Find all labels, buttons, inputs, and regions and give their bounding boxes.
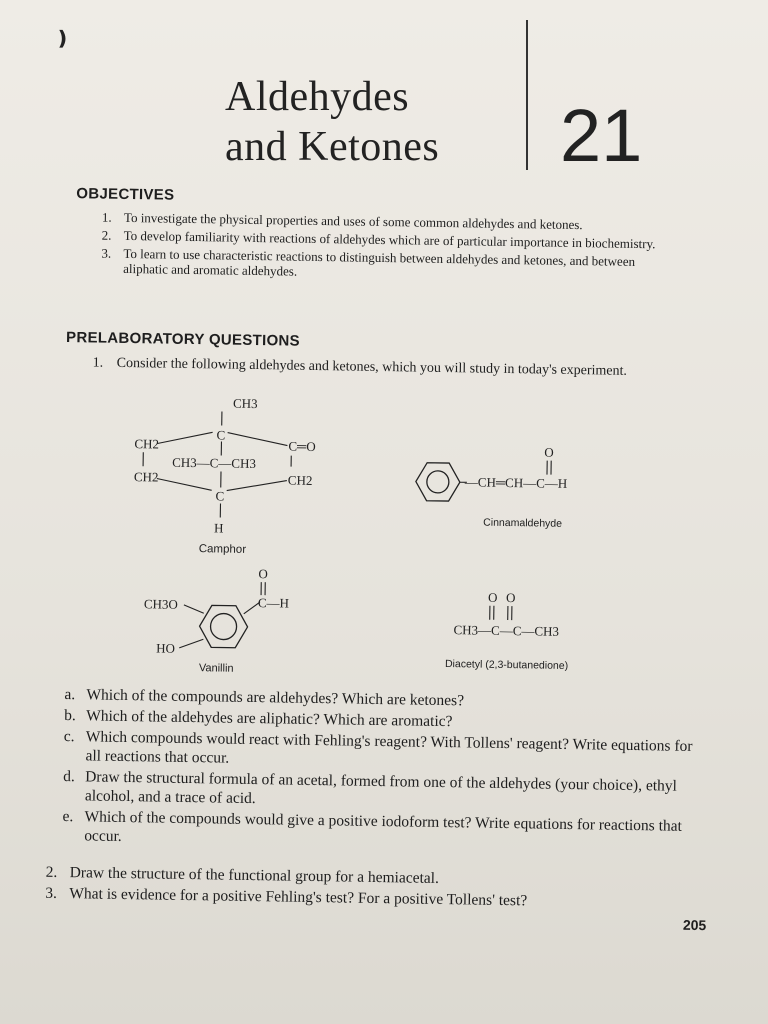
objective-item: 3. To learn to use characteristic reactions to distinguish between aldehydes and ketones, and between aliphatic and aromatic aldehydes.	[101, 245, 636, 279]
title-line-1: Aldehydes	[225, 74, 410, 120]
corner-mark: ❫	[54, 28, 71, 50]
page-number: 205	[682, 916, 707, 934]
subquestion-item: d. Draw the structural formula of an acetal, formed from one of the aldehydes (your choice), ethyl alcohol, and a trace of acid.	[63, 768, 678, 808]
camphor-ch2-b: CH2	[133, 469, 159, 485]
subquestion-item: b. Which of the aldehydes are aliphatic? Which are aromatic?	[64, 707, 453, 731]
objectives-heading: OBJECTIVES	[76, 185, 175, 204]
camphor-ch2-a: CH2	[134, 436, 160, 452]
cinnamaldehyde-oxygen: O	[544, 444, 554, 460]
diacetyl-oxygen-2: O	[505, 589, 516, 606]
vanillin-structure	[143, 564, 290, 675]
question-item: 2. Draw the structure of the functional group for a hemiacetal.	[45, 863, 440, 887]
prelab-heading: PRELABORATORY QUESTIONS	[65, 329, 301, 350]
camphor-h: H	[213, 520, 224, 536]
chapter-number: 21	[560, 94, 643, 177]
objective-item: 2. To develop familiarity with reactions of aldehydes which are of particular importance in biochemistry.	[101, 227, 656, 252]
subquestion-item: a. Which of the compounds are aldehydes? Which are ketones?	[64, 686, 465, 710]
camphor-carbonyl: C═O	[288, 438, 316, 454]
cinnamaldehyde-chain: —CH═CH—C—H	[464, 474, 568, 491]
question-1-number: 1.	[92, 355, 104, 371]
vanillin-aldehyde: C—H	[257, 595, 290, 611]
camphor-structure	[133, 394, 317, 557]
subquestion-list	[62, 685, 696, 857]
vanillin-oxygen: O	[258, 566, 268, 582]
question-1-text: Consider the following aldehydes and ketones, which you will study in today's experiment.	[116, 355, 628, 379]
cinnamaldehyde-structure	[415, 443, 568, 530]
vanillin-label: Vanillin	[198, 662, 234, 675]
objective-item: 1. To investigate the physical properties and uses of some common aldehydes and ketones.	[101, 209, 583, 233]
diacetyl-structure	[445, 589, 569, 672]
diacetyl-label: Diacetyl (2,3-butanedione)	[444, 658, 569, 672]
title-line-2: and Ketones	[225, 124, 440, 170]
diacetyl-oxygen-1: O	[487, 589, 498, 605]
camphor-center: CH3—C—CH3	[172, 454, 257, 472]
subquestion-item: c. Which compounds would react with Fehling's reagent? With Tollens' reagent? Write equations for all reactions that occur.	[63, 728, 693, 767]
camphor-ch3-top: CH3	[232, 395, 258, 412]
camphor-c-top: C	[216, 427, 226, 443]
objectives-list	[101, 209, 664, 287]
camphor-c-bottom: C	[215, 488, 225, 504]
cinnamaldehyde-label: Cinnamaldehyde	[483, 516, 563, 530]
question-1	[92, 355, 677, 381]
question-item: 3. What is evidence for a positive Fehling's test? For a positive Tollens' test?	[45, 884, 528, 910]
vanillin-methoxy: CH3O	[143, 596, 178, 612]
diacetyl-chain: CH3—C—C—CH3	[453, 622, 560, 639]
subquestion-item: e. Which of the compounds would give a positive iodoform test? Write equations for reactions that occur.	[62, 808, 683, 845]
question-list	[45, 863, 680, 915]
structures-figure	[99, 386, 664, 695]
camphor-ch2-c: CH2	[287, 472, 313, 488]
vanillin-hydroxy: HO	[156, 640, 176, 656]
camphor-label: Camphor	[198, 543, 247, 556]
